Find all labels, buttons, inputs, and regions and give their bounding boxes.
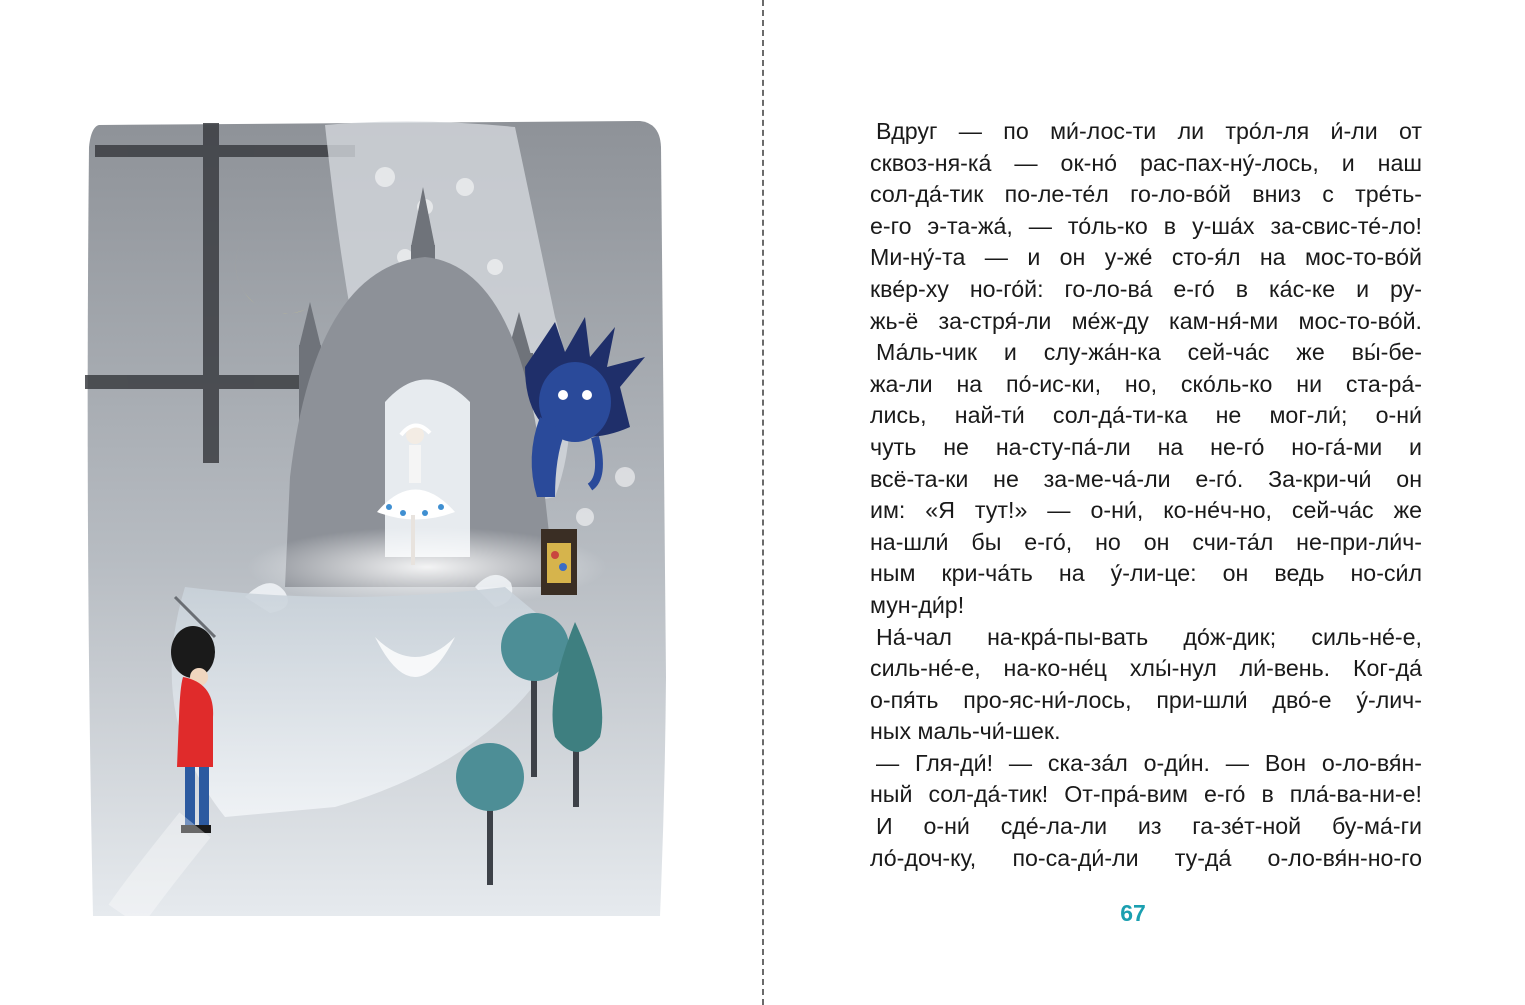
left-page [0,0,762,1005]
right-page [766,0,1525,1005]
text-line: на-шли́ бы е-го́, но он счи-та́л не-при-ли́ч- [870,528,1422,555]
page-fold [762,0,764,1005]
text-line: жь-ё за-стря́-ли ме́ж-ду кам-ня́-ми мос-то-во́й. [870,307,1422,334]
text-line: жа-ли на по́-ис-ки, но, ско́ль-ко ни ста-ра́- [870,370,1422,397]
text-line: На́-чал на-кра́-пы-вать до́ж-дик; силь-не́-е, [876,623,1422,650]
illustration [85,117,666,916]
text-line: ный сол-да́-тик! От-пра́-вим е-го́ в пла́-ва-ни-е! [870,781,1422,808]
page-number: 67 [1120,900,1146,926]
text-line: сол-да́-тик по-ле-те́л го-ло-во́й вниз с тре́ть- [870,181,1422,208]
text-line: сквоз-ня-ка́ — ок-но́ рас-пах-ну́-лось, и наш [870,149,1422,176]
text-line: ных маль-чи́-шек. [870,718,1061,745]
text-line: силь-не́-е, на-ко-не́ц хлы́-нул ли́-вень. Ког-да́ [870,655,1422,682]
text-line: мун-ди́р! [870,591,965,618]
text-line: И о-ни́ сде́-ла-ли из га-зе́т-ной бу-ма́-ги [876,813,1422,840]
text-line: о-пя́ть про-яс-ни́-лось, при-шли́ дво́-е у́-лич- [870,686,1422,713]
box [541,529,577,595]
text-line: лись, най-ти́ сол-да́-ти-ка не мог-ли́; о-ни́ [870,402,1422,429]
text-line: е-го э-та-жа́, — то́ль-ко в у-ша́х за-свис-те́-ло! [870,212,1422,239]
text-line: чуть не на-сту-па́-ли на не-го́ но-га́-ми и [870,433,1422,460]
illustration-art [85,117,666,916]
text-line: им: «Я тут!» — о-ни́, ко-не́ч-но, сей-ча́с же [870,497,1422,524]
text-line: Ми-ну́-та — и он у-же́ сто-я́л на мос-то-во́й [870,244,1422,271]
text-line: — Гля-ди́! — ска-за́л о-ди́н. — Вон о-ло-вя́н- [876,749,1422,776]
text-line: Ма́ль-чик и слу-жа́н-ка сей-ча́с же вы́-бе- [876,339,1422,366]
text-line: всё-та-ки не за-ме-ча́-ли е-го́. За-кри-чи́ он [870,465,1422,492]
text-line: кве́р-ху но-го́й: го-ло-ва́ е-го́ в ка́с-ке и ру- [870,275,1422,302]
story-text [870,116,1422,874]
text-line: Вдруг — по ми́-лос-ти ли тро́л-ля и́-ли от [876,118,1422,144]
text-line: ным кри-ча́ть на у́-ли-це: он ведь но-си́л [870,560,1422,587]
text-line: ло́-доч-ку, по-са-ди́-ли ту-да́ о-ло-вя́н-но-го [870,844,1422,871]
